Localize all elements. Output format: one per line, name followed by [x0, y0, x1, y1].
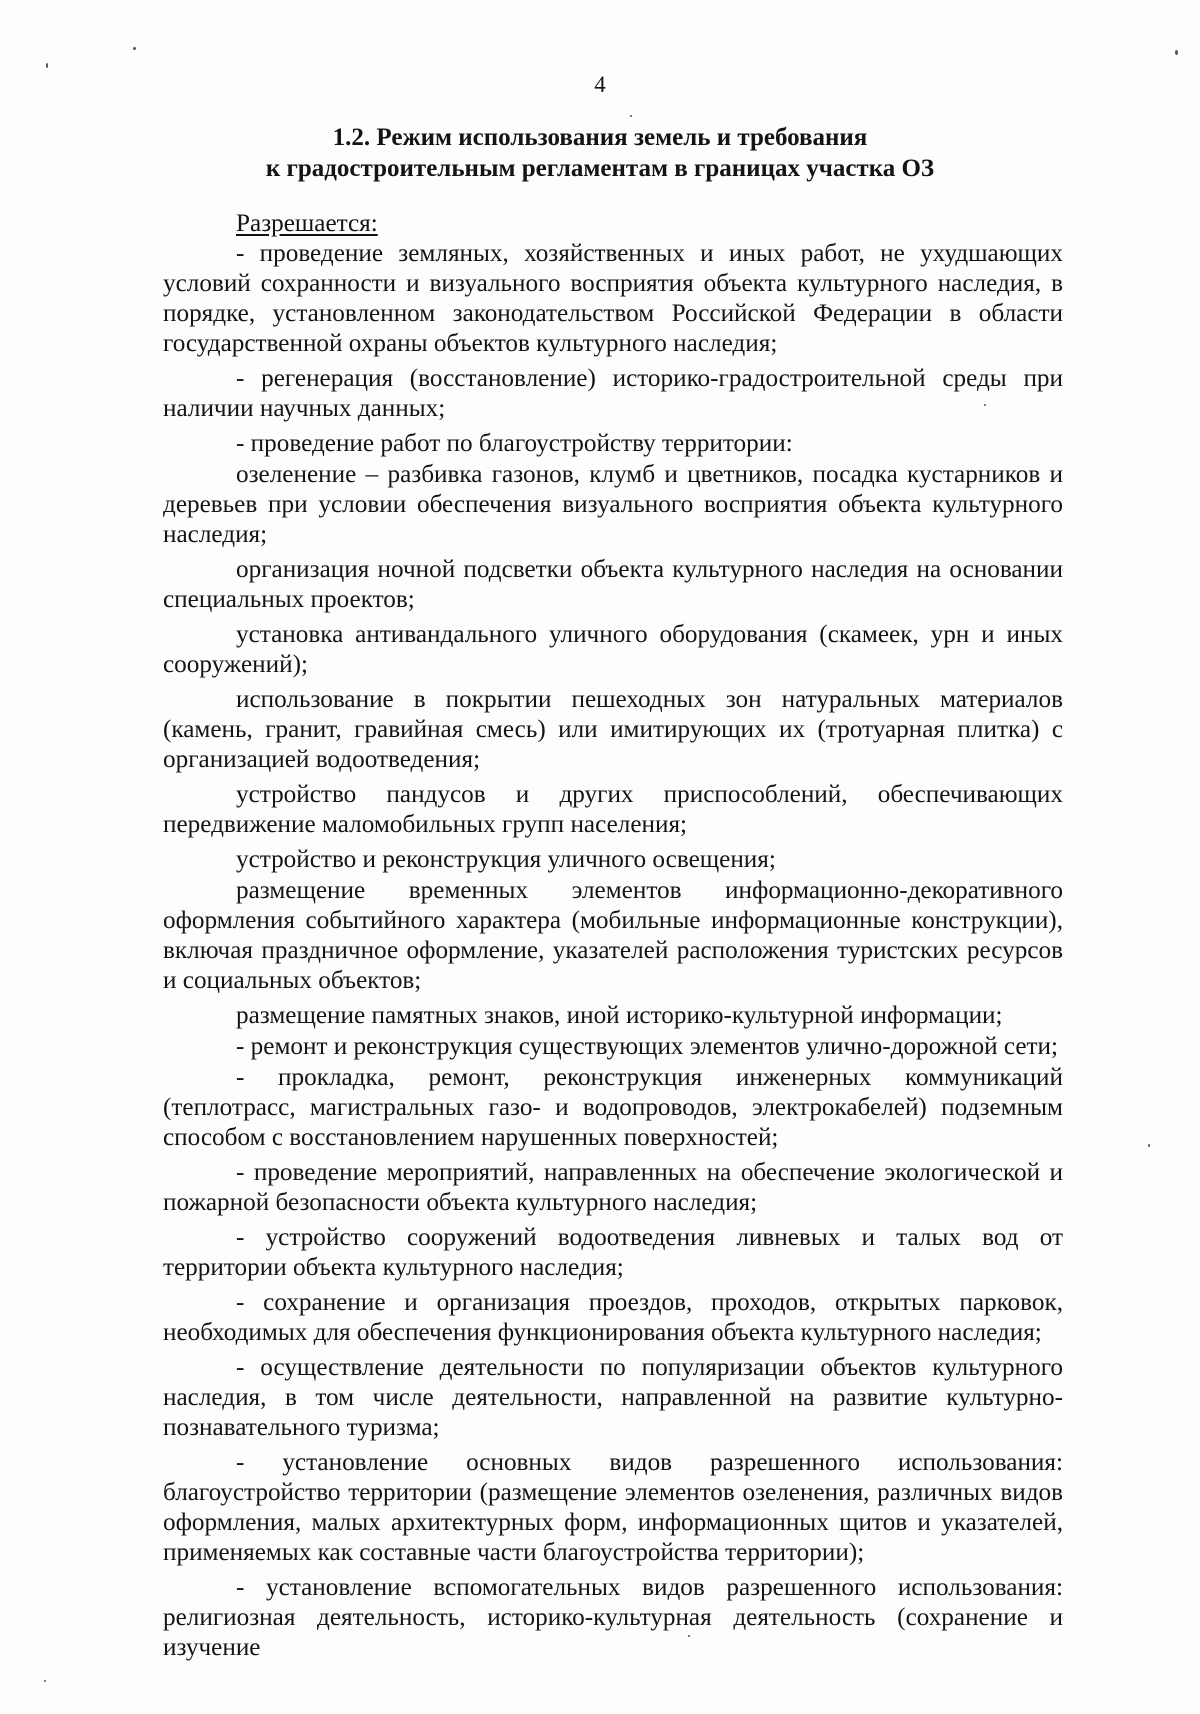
paragraph: - регенерация (восстановление) историко-градостроительной среды при наличии научных данных; [163, 365, 1063, 422]
paragraph: - установление основных видов разрешенного использования: благоустройство территории (размещение элементов озеленения, различных видов оформления, малых архитектурных форм, информационных щитов и указателей, применяемых как составные части благоустройства территории); [163, 1449, 1063, 1566]
page-number: 4 [594, 72, 606, 97]
paragraph: устройство и реконструкция уличного освещения; [236, 846, 776, 873]
section-heading-line-2: к градостроительным регламентам в границах участка ОЗ [265, 155, 935, 182]
paragraph: - устройство сооружений водоотведения ливневых и талых вод от территории объекта культурного наследия; [163, 1224, 1063, 1281]
paragraph: организация ночной подсветки объекта культурного наследия на основании специальных проектов; [163, 556, 1063, 613]
scan-speck [1175, 50, 1178, 55]
paragraph: - сохранение и организация проездов, проходов, открытых парковок, необходимых для обеспечения функционирования объекта культурного наследия; [163, 1289, 1063, 1346]
paragraph: - установление вспомогательных видов разрешенного использования: религиозная деятельность, историко-культурная деятельность (сохранение и изучение [163, 1574, 1063, 1661]
paragraph: устройство пандусов и других приспособлений, обеспечивающих передвижение маломобильных групп населения; [163, 781, 1063, 838]
scan-speck [630, 115, 632, 117]
paragraph: - проведение земляных, хозяйственных и иных работ, не ухудшающих условий сохранности и визуального восприятия объекта культурного наследия, в порядке, установленном законодательством Российской Федерации в области государственной охраны объектов культурного наследия; [163, 240, 1063, 357]
paragraph: - ремонт и реконструкция существующих элементов улично-дорожной сети; [236, 1033, 1059, 1060]
section-lead: Разрешается: [236, 210, 378, 237]
paragraph: - осуществление деятельности по популяризации объектов культурного наследия, в том числе деятельности, направленной на развитие культурно-познавательного туризма; [163, 1354, 1063, 1441]
scan-speck [1148, 1144, 1150, 1147]
scan-speck [133, 47, 136, 50]
scan-speck [688, 1635, 690, 1637]
paragraph: размещение памятных знаков, иной историко-культурной информации; [236, 1002, 1003, 1029]
paragraph: - прокладка, ремонт, реконструкция инженерных коммуникаций (теплотрасс, магистральных газо- и водопроводов, электрокабелей) подземным способом с восстановлением нарушенных поверхностей; [163, 1064, 1063, 1151]
paragraph: - проведение мероприятий, направленных на обеспечение экологической и пожарной безопасности объекта культурного наследия; [163, 1159, 1063, 1216]
section-heading [150, 122, 1050, 184]
scan-speck [44, 1680, 46, 1682]
paragraph: установка антивандального уличного оборудования (скамеек, урн и иных сооружений); [163, 621, 1063, 678]
paragraph: озеленение – разбивка газонов, клумб и цветников, посадка кустарников и деревьев при условии обеспечения визуального восприятия объекта культурного наследия; [163, 461, 1063, 548]
scan-speck [46, 63, 48, 68]
paragraph: размещение временных элементов информационно-декоративного оформления событийного характера (мобильные информационные конструкции), включая праздничное оформление, указателей расположения туристских ресурсов и социальных объектов; [163, 877, 1063, 994]
document-body [163, 209, 1063, 1668]
scan-speck [984, 404, 986, 406]
paragraph: использование в покрытии пешеходных зон натуральных материалов (камень, гранит, гравийная смесь) или имитирующих их (тротуарная плитка) с организацией водоотведения; [163, 686, 1063, 773]
section-heading-line-1: 1.2. Режим использования земель и требования [332, 124, 868, 151]
paragraph: - проведение работ по благоустройству территории: [236, 430, 793, 457]
